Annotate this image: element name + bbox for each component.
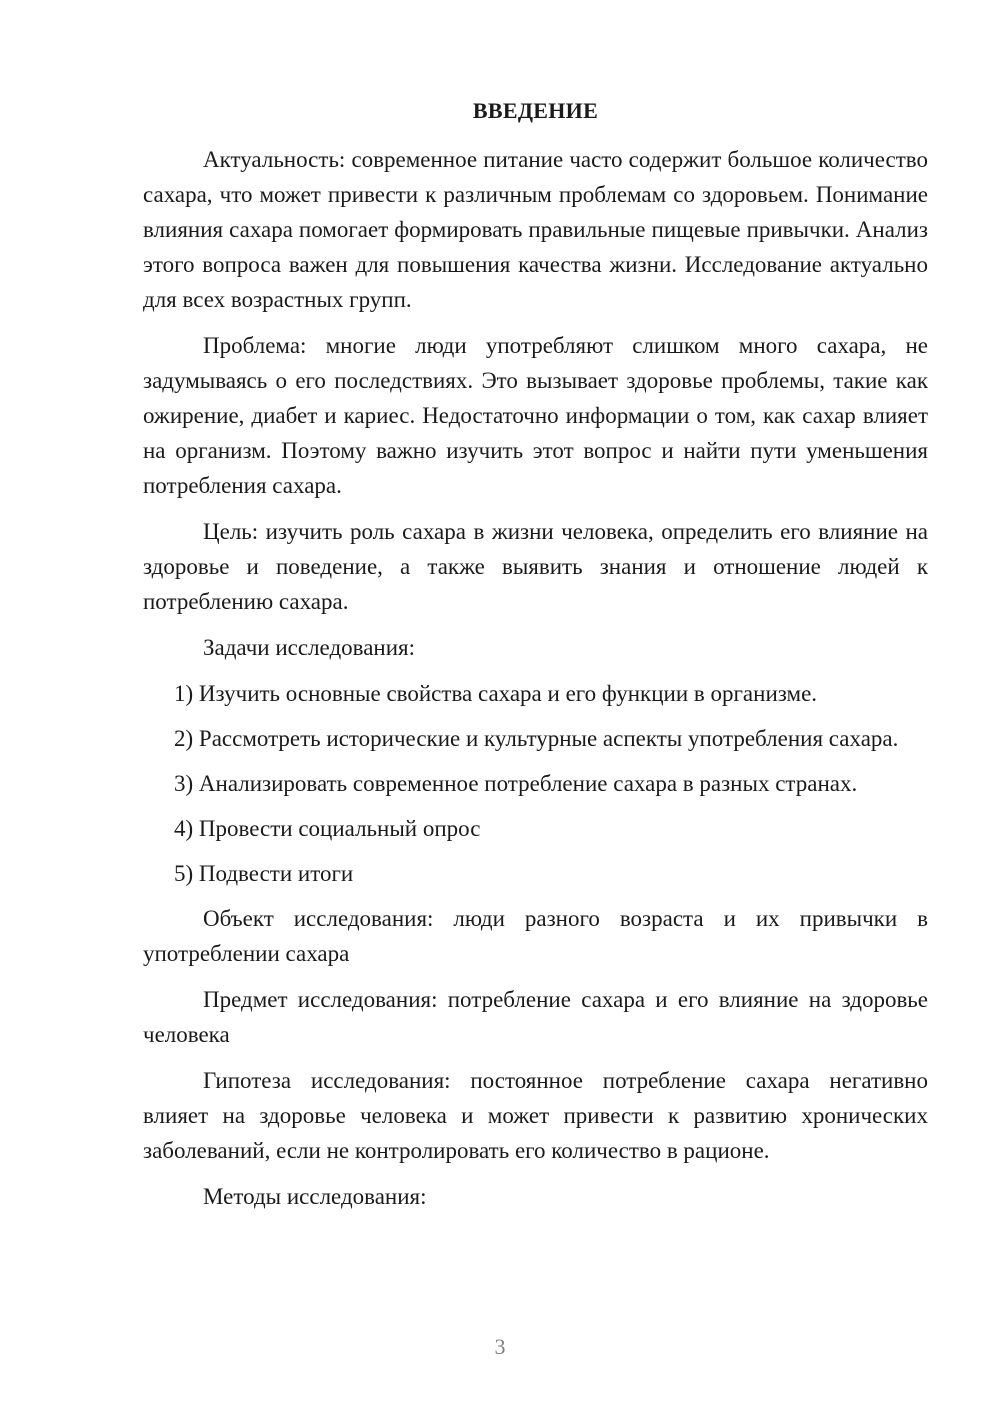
tasks-list: [143, 676, 928, 891]
section-heading: ВВЕДЕНИЕ: [472, 98, 599, 123]
paragraph-problem: Проблема: многие люди употребляют слишком много сахара, не задумываясь о его последствиях. Это вызывает здоровье проблемы, такие как ожирение, диабет и кариес. Недостаточно информации о том, как сахар влияет на организм. Поэтому важно изучить этот вопрос и найти пути уменьшения потребления сахара.: [143, 333, 928, 498]
paragraph-subject: Предмет исследования: потребление сахара и его влияние на здоровье человека: [143, 987, 928, 1047]
methods-title: Методы исследования:: [203, 1184, 427, 1209]
list-item: 5) Подвести итоги: [174, 861, 354, 886]
list-item: 3) Анализировать современное потребление сахара в разных странах.: [174, 771, 858, 796]
list-item: 1) Изучить основные свойства сахара и его функции в организме.: [174, 681, 818, 706]
tasks-title: Задачи исследования:: [203, 635, 416, 660]
page-content: [143, 96, 928, 1225]
paragraph-hypothesis: Гипотеза исследования: постоянное потребление сахара негативно влияет на здоровье человека и может привести к развитию хронических заболеваний, если не контролировать его количество в рационе.: [143, 1068, 928, 1163]
paragraph-goal: Цель: изучить роль сахара в жизни человека, определить его влияние на здоровье и поведение, а также выявить знания и отношение людей к потреблению сахара.: [143, 519, 928, 614]
paragraph-object: Объект исследования: люди разного возраста и их привычки в употреблении сахара: [143, 906, 928, 966]
page-number: 3: [494, 1334, 506, 1359]
paragraph-relevance: Актуальность: современное питание часто содержит большое количество сахара, что может привести к различным проблемам со здоровьем. Понимание влияния сахара помогает формировать правильные пищевые привычки. Анализ этого вопроса важен для повышения качества жизни. Исследование актуально для всех возрастных групп.: [143, 147, 928, 312]
list-item: 2) Рассмотреть исторические и культурные аспекты употребления сахара.: [174, 726, 899, 751]
list-item: 4) Провести социальный опрос: [174, 816, 481, 841]
